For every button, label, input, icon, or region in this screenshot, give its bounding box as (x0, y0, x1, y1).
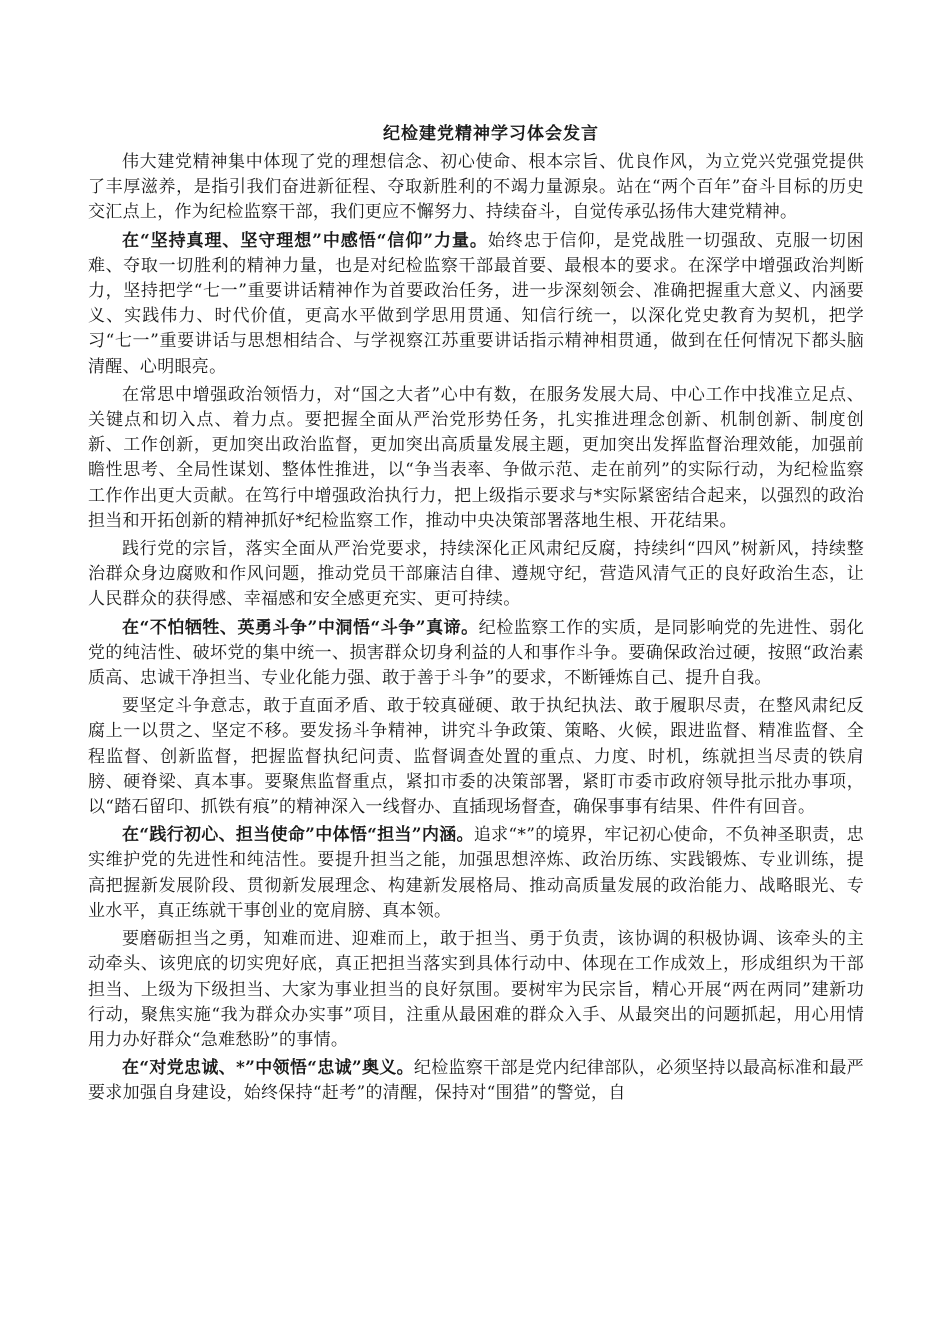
paragraph-text: 纪检监察工作的实质，是同影响党的先进性、弱化党的纯洁性、破坏党的集中统一、损害群众切身利益的人和事作斗争。要确保政治过硬，按照“政治素质高、忠诚干净担当、专业化能力强、敢于善于斗争”的要求，不断锤炼自己、提升自我。 (88, 617, 864, 689)
section-heading-loyalty: 在“对党忠诚、*”中领悟“忠诚”奥义。 (122, 1058, 414, 1079)
paragraph-text: 伟大建党精神集中体现了党的理想信念、初心使命、根本宗旨、优良作风，为立党兴党强党提供了丰厚滋养，是指引我们奋进新征程、夺取新胜利的不竭力量源泉。站在“两个百年”奋斗目标的历史交汇点上，作为纪检监察干部，我们更应不懈努力、持续奋斗，自觉传承弘扬伟大建党精神。 (88, 152, 864, 223)
paragraph-intro (88, 150, 864, 226)
paragraph-text: 追求“*”的境界，牢记初心使命，不负神圣职责，忠实维护党的先进性和纯洁性。要提升担当之能，加强思想淬炼、政治历练、实践锻炼、专业训练，提高把握新发展阶段、贯彻新发展理念、构建新发展格局、推动高质量发展的政治能力、战略眼光、专业水平，真正练就干事创业的宽肩膀、真本领。 (88, 825, 864, 921)
paragraph-text: 要磨砺担当之勇，知难而进、迎难而上，敢于担当、勇于负责，该协调的积极协调、该牵头的主动牵头、该兜底的切实兜好底，真正把担当落实到具体行动中、体现在工作成效上，形成组织为干部担当、上级为下级担当、大家为事业担当的良好氛围。要树牢为民宗旨，精心开展“两在两同”建新功行动，聚焦实施“我为群众办实事”项目，注重从最困难的群众入手、从最突出的问题抓起，用心用情用力办好群众“急难愁盼”的事情。 (88, 929, 864, 1050)
paragraph-loyalty-section (88, 1056, 864, 1106)
document-title: 纪检建党精神学习体会发言 (383, 124, 599, 144)
section-heading-struggle: 在“不怕牺牲、英勇斗争”中洞悟“斗争”真谛。 (122, 617, 479, 638)
paragraph-struggle-will (88, 694, 864, 820)
paragraph-faith-section (88, 229, 864, 380)
paragraph-responsibility-courage (88, 927, 864, 1053)
paragraph-political-insight (88, 383, 864, 534)
paragraph-text: 纪检监察干部是党内纪律部队，必须坚持以最高标准和最严要求加强自身建设，始终保持“赶考”的清醒，保持对“围猎”的警觉，自 (88, 1058, 864, 1104)
paragraph-text: 始终忠于信仰，是党战胜一切强敌、克服一切困难、夺取一切胜利的精神力量，也是对纪检监察干部最首要、最根本的要求。在深学中增强政治判断力，坚持把学“七一”重要讲话精神作为首要政治任务，进一步深刻领会、准确把握重大意义、内涵要义、实践伟力、时代价值，更高水平做到学思用贯通、知信行统一，以深化党史教育为契机，把学习“七一”重要讲话与思想相结合、与学视察江苏重要讲话指示精神相贯通，做到在任何情况下都头脑清醒、心明眼亮。 (88, 230, 864, 377)
paragraph-text: 在常思中增强政治领悟力，对“国之大者”心中有数，在服务发展大局、中心工作中找准立足点、关键点和切入点、着力点。要把握全面从严治党形势任务，扎实推进理念创新、机制创新、制度创新、工作创新，更加突出政治监督，更加突出高质量发展主题，更加突出发挥监督治理效能，加强前瞻性思考、全局性谋划、整体性推进，以“争当表率、争做示范、走在前列”的实际行动，为纪检监察工作作出更大贡献。在笃行中增强政治执行力，把上级指示要求与*实际紧密结合起来，以强烈的政治担当和开拓创新的精神抓好*纪检监察工作，推动中央决策部署落地生根、开花结果。 (88, 384, 864, 531)
paragraph-text: 要坚定斗争意志，敢于直面矛盾、敢于较真碰硬、敢于执纪执法、敢于履职尽责，在整风肃纪反腐上一以贯之、坚定不移。要发扬斗争精神，讲究斗争政策、策略、火候，跟进监督、精准监督、全程监督、创新监督，把握监督执纪问责、监督调查处置的重点、力度、时机，练就担当尽责的铁肩膀、硬脊梁、真本事。要聚焦监督重点，紧扣市委的决策部署，紧盯市委市政府领导批示批办事项，以“踏石留印、抓铁有痕”的精神深入一线督办、直插现场督查，确保事事有结果、件件有回音。 (88, 696, 864, 818)
section-heading-responsibility: 在“践行初心、担当使命”中体悟“担当”内涵。 (122, 825, 474, 846)
section-heading-faith: 在“坚持真理、坚守理想”中感悟“信仰”力量。 (122, 230, 488, 251)
paragraph-struggle-section (88, 616, 864, 692)
paragraph-text: 践行党的宗旨，落实全面从严治党要求，持续深化正风肃纪反腐，持续纠“四风”树新风，持续整治群众身边腐败和作风问题，推动党员干部廉洁自律、遵规守纪，营造风清气正的良好政治生态，让人民群众的获得感、幸福感和安全感更充实、更可持续。 (88, 539, 864, 610)
paragraph-responsibility-section (88, 823, 864, 924)
document-page (88, 120, 864, 1110)
paragraph-party-purpose (88, 537, 864, 613)
